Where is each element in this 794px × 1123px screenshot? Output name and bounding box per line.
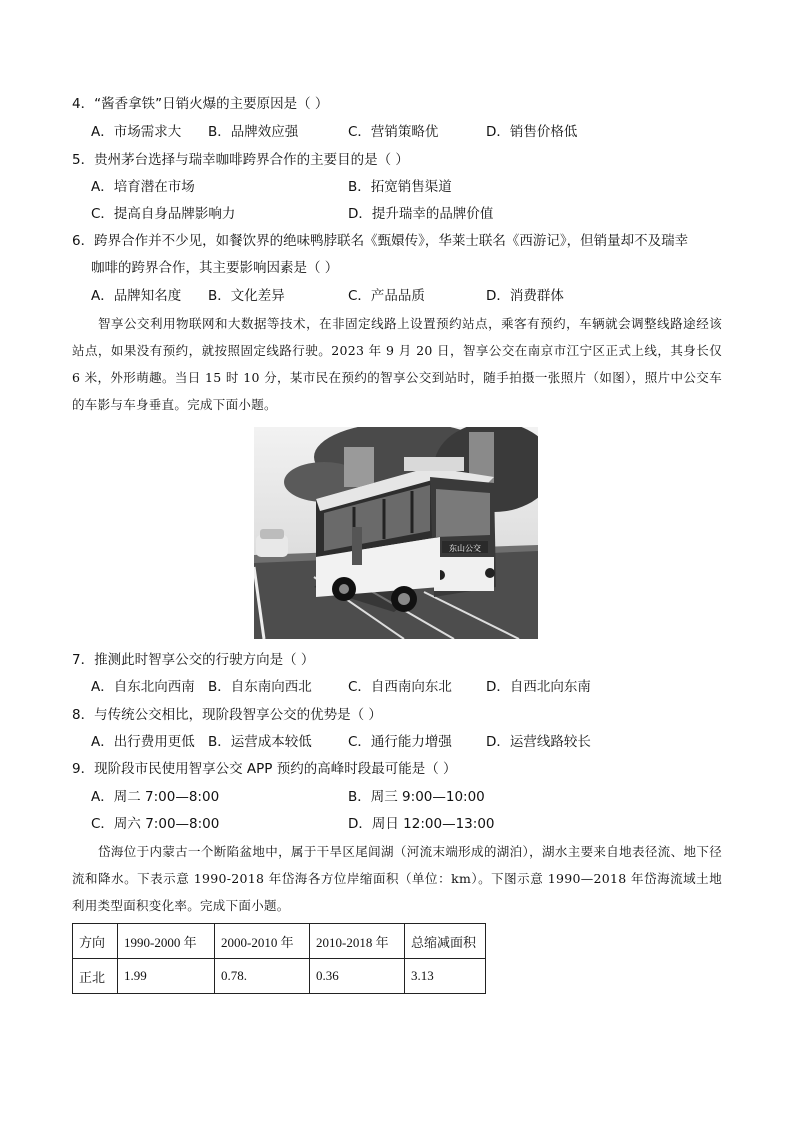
option-a[interactable]: A．自东北向西南: [91, 679, 195, 695]
passage-smart-bus: 智享公交利用物联网和大数据等技术，在非固定线路上设置预约站点，乘客有预约，车辆就会调整线路途经该站点，如果没有预约，就按照固定线路行驶。2023 年 9 月 20 日，智享公交在南京市江宁区正式上线，其身长仅 6 米，外形萌趣。当日 15 时 10 分，某市民在预约的智享公交到站时，随手拍摄一张照片（如图），照片中公交车的车影与车身垂直。完成下面小题。: [72, 316, 722, 412]
table-header-cell: 方向: [73, 924, 118, 959]
question-5: 5．贵州茅台选择与瑞幸咖啡跨界合作的主要目的是（ ）: [72, 152, 409, 168]
option-b[interactable]: B．自东南向西北: [208, 679, 312, 695]
question-8: 8．与传统公交相比，现阶段智享公交的优势是（ ）: [72, 707, 382, 723]
table-cell: 0.78.: [215, 959, 310, 994]
option-d[interactable]: D．自西北向东南: [486, 679, 591, 695]
table-header-cell: 2000-2010 年: [215, 924, 310, 959]
shrink-area-table: [72, 923, 486, 994]
option-d[interactable]: D．消费群体: [486, 288, 564, 304]
option-b[interactable]: B．运营成本较低: [208, 734, 312, 750]
option-d[interactable]: D．周日 12:00—13:00: [348, 816, 495, 832]
bus-photo-illustration: [254, 427, 538, 639]
option-c[interactable]: C．产品品质: [348, 288, 425, 304]
table-cell: 1.99: [118, 959, 215, 994]
option-d[interactable]: D．销售价格低: [486, 124, 578, 140]
table-cell: 正北: [73, 959, 118, 994]
table-row: [73, 959, 486, 994]
option-a[interactable]: A．市场需求大: [91, 124, 182, 140]
table-header-cell: 总缩减面积: [405, 924, 486, 959]
table-cell: 0.36: [310, 959, 405, 994]
question-7: 7．推测此时智享公交的行驶方向是（ ）: [72, 652, 315, 668]
option-c[interactable]: C．提高自身品牌影响力: [91, 206, 236, 222]
bus-sign: 东山公交: [449, 544, 481, 553]
option-b[interactable]: B．品牌效应强: [208, 124, 299, 140]
option-b[interactable]: B．文化差异: [208, 288, 285, 304]
option-a[interactable]: A．品牌知名度: [91, 288, 182, 304]
table-header-cell: 2010-2018 年: [310, 924, 405, 959]
table-header-cell: 1990-2000 年: [118, 924, 215, 959]
option-c[interactable]: C．通行能力增强: [348, 734, 452, 750]
question-4: 4．“酱香拿铁”日销火爆的主要原因是（ ）: [72, 96, 329, 112]
option-d[interactable]: D．运营线路较长: [486, 734, 591, 750]
option-b[interactable]: B．周三 9:00—10:00: [348, 789, 485, 805]
option-a[interactable]: A．培育潜在市场: [91, 179, 195, 195]
question-9: 9．现阶段市民使用智享公交 APP 预约的高峰时段最可能是（ ）: [72, 761, 457, 777]
table-header-row: [73, 924, 486, 959]
question-6: 6．跨界合作并不少见，如餐饮界的绝味鸭脖联名《甄嬛传》，华莱士联名《西游记》，但销量却不及瑞幸: [72, 233, 689, 249]
option-c[interactable]: C．营销策略优: [348, 124, 439, 140]
option-c[interactable]: C．周六 7:00—8:00: [91, 816, 220, 832]
option-a[interactable]: A．周二 7:00—8:00: [91, 789, 220, 805]
question-6-line2: 咖啡的跨界合作，其主要影响因素是（ ）: [91, 260, 339, 276]
option-d[interactable]: D．提升瑞幸的品牌价值: [348, 206, 494, 222]
option-a[interactable]: A．出行费用更低: [91, 734, 195, 750]
option-b[interactable]: B．拓宽销售渠道: [348, 179, 452, 195]
bus-photo: [254, 427, 538, 639]
passage-daihai-lake: 岱海位于内蒙古一个断陷盆地中，属于干旱区尾闾湖（河流末端形成的湖泊），湖水主要来自地表径流、地下径流和降水。下表示意 1990-2018 年岱海各方位岸缩面积（单位：km）。下图示意 1990—2018 年岱海流域土地利用类型面积变化率。完成下面小题。: [72, 844, 722, 913]
option-c[interactable]: C．自西南向东北: [348, 679, 452, 695]
table-cell: 3.13: [405, 959, 486, 994]
